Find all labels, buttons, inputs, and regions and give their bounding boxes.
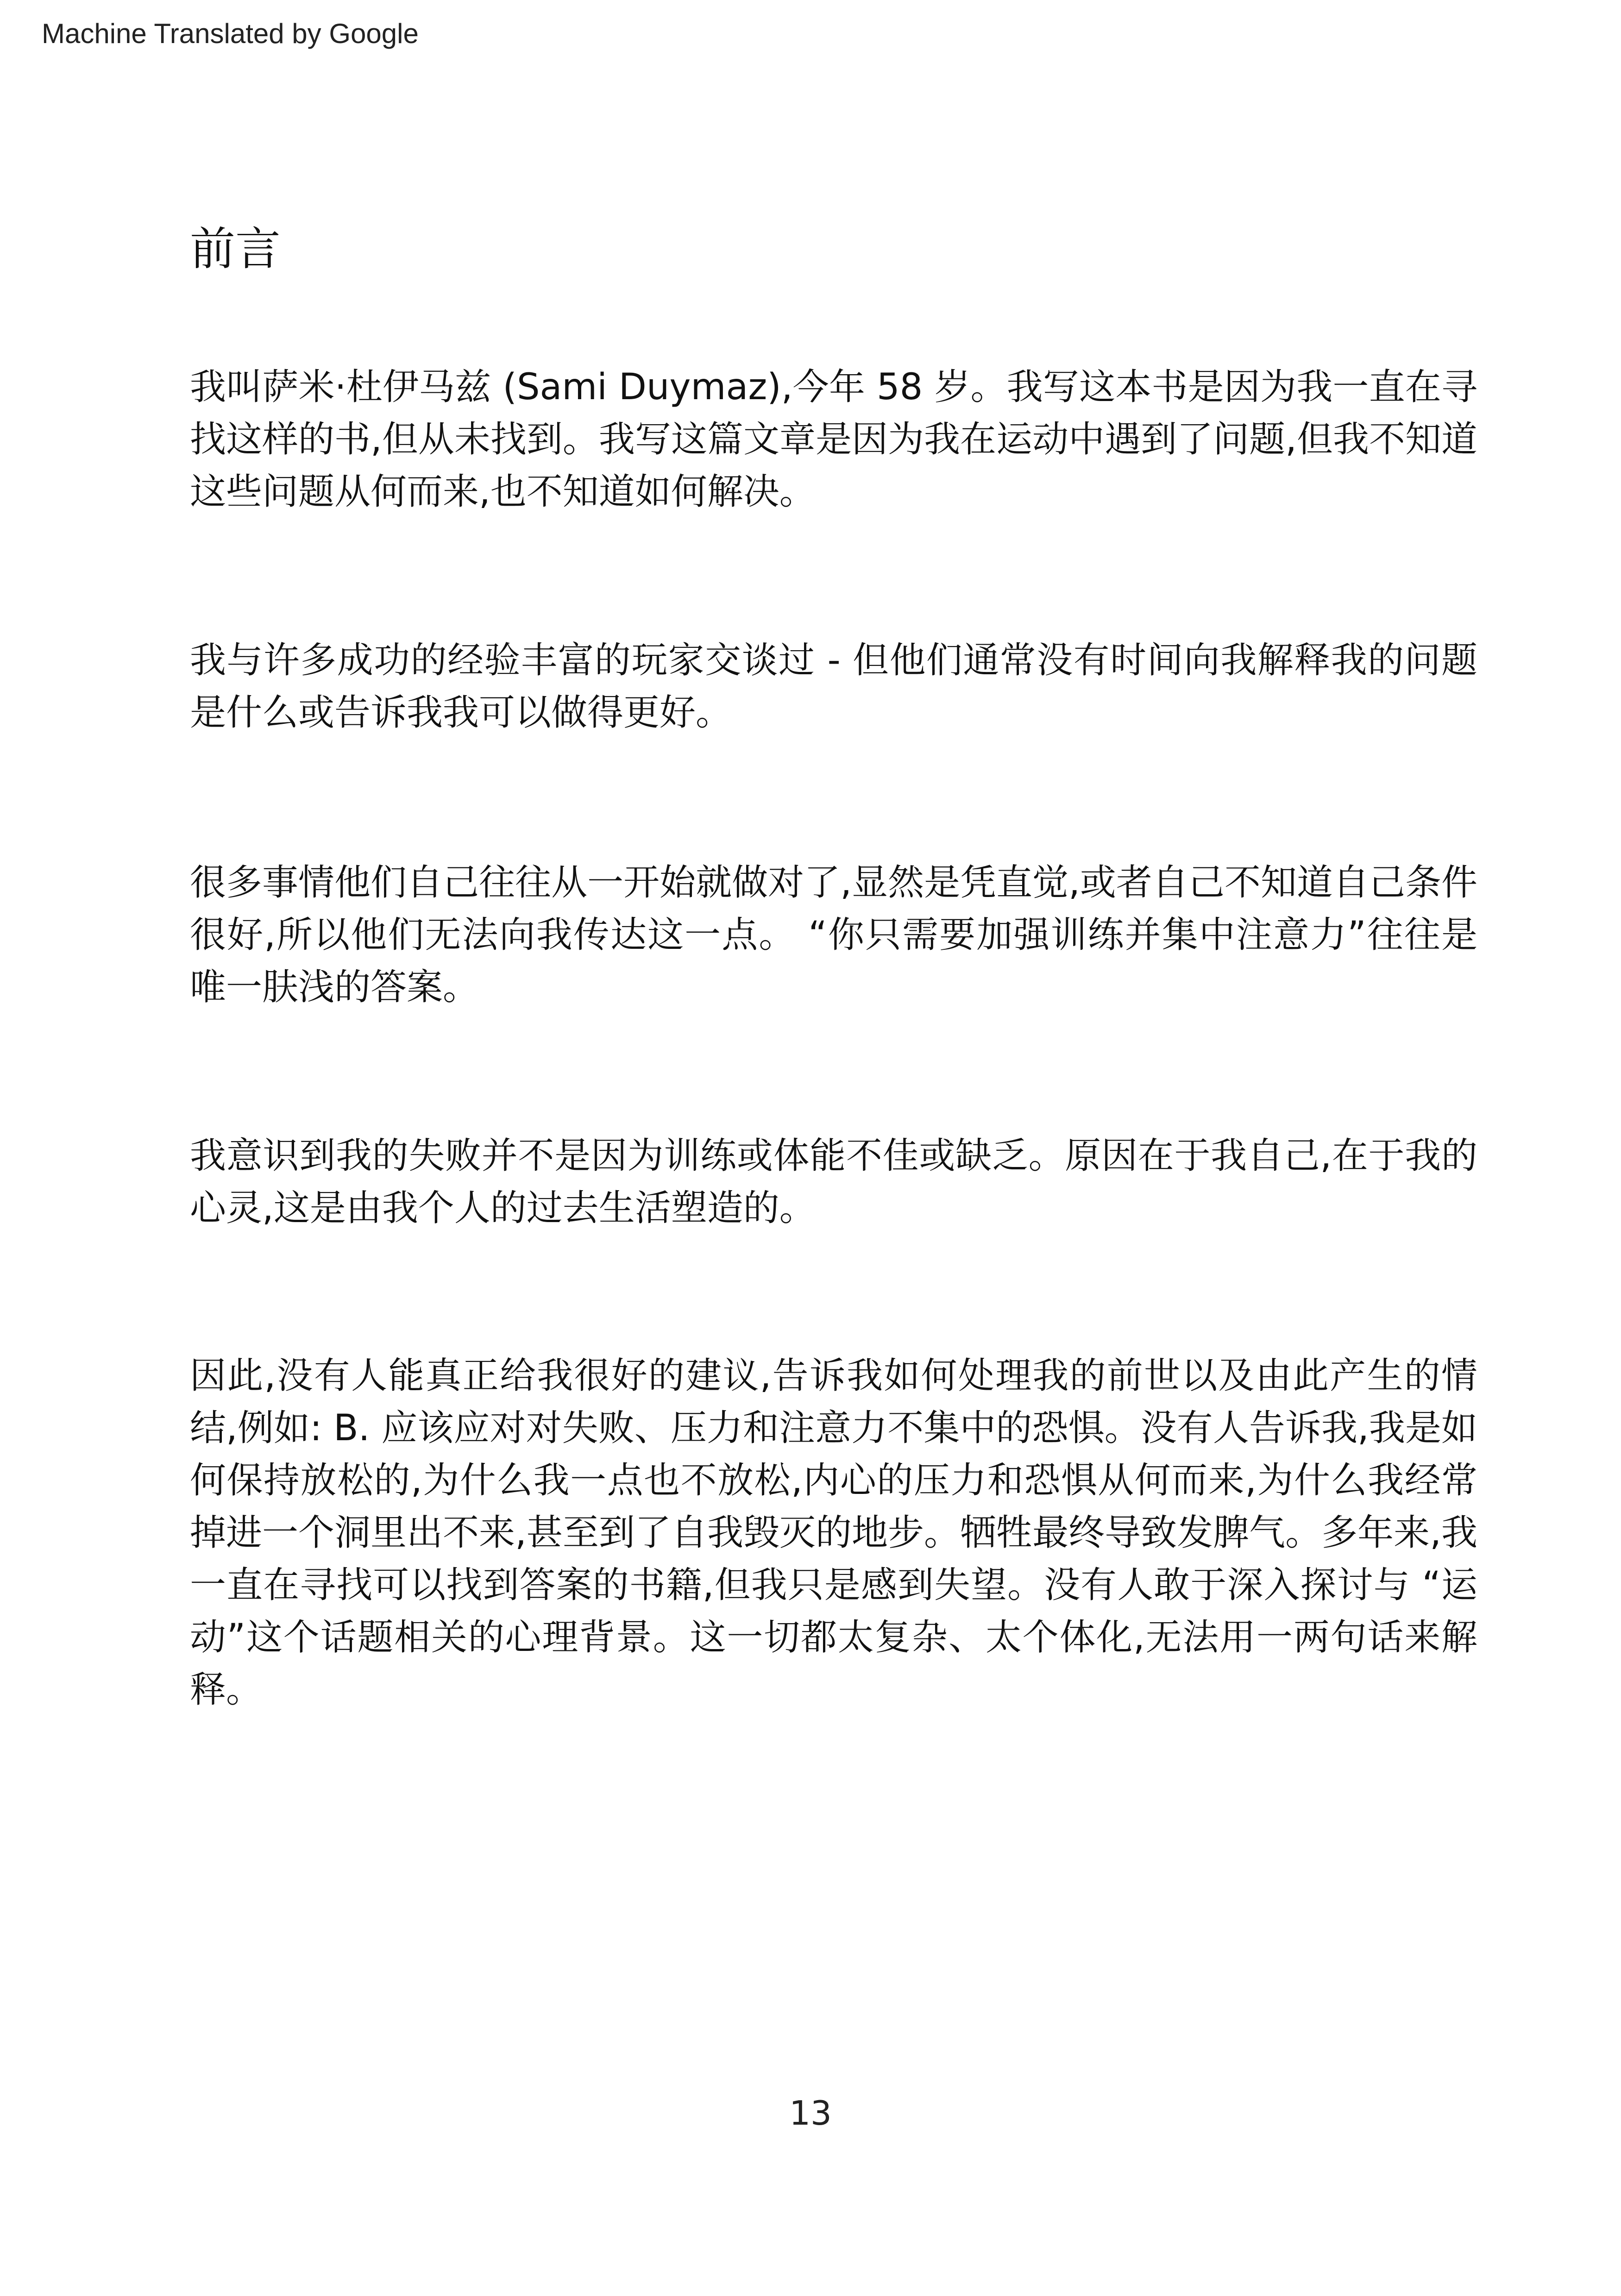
paragraph-2: 我与许多成功的经验丰富的玩家交谈过 - 但他们通常没有时间向我解释我的问题是什么或告诉我我可以做得更好。 bbox=[190, 640, 1477, 734]
paragraph-5: 因此,没有人能真正给我很好的建议,告诉我如何处理我的前世以及由此产生的情结,例如: B. 应该应对对失败、压力和注意力不集中的恐惧。没有人告诉我,我是如何保持放松的,为什么我一点也不放松,内心的压力和恐惧从何而来,为什么我经常掉进一个洞里出不来,甚至到了自我毁灭的地步。牺牲最终导致发脾气。多年来,我一直在寻找可以找到答案的书籍,但我只是感到失望。没有人敢于深入探讨与 “运动”这个话题相关的心理背景。这一切都太复杂、太个体化,无法用一两句话来解释。 bbox=[190, 1355, 1477, 1711]
paragraph-3: 很多事情他们自己往往从一开始就做对了,显然是凭直觉,或者自己不知道自己条件很好,所以他们无法向我传达这一点。 “你只需要加强训练并集中注意力”往往是唯一肤浅的答案。 bbox=[190, 862, 1477, 1008]
machine-translation-watermark: Machine Translated by Google bbox=[42, 18, 419, 49]
page-number: 13 bbox=[789, 2094, 832, 2133]
page-title: 前言 bbox=[190, 223, 281, 276]
paragraph-4: 我意识到我的失败并不是因为训练或体能不佳或缺乏。原因在于我自己,在于我的心灵,这是由我个人的过去生活塑造的。 bbox=[190, 1135, 1477, 1229]
paragraph-1: 我叫萨米·杜伊马兹 (Sami Duymaz),今年 58 岁。我写这本书是因为我一直在寻找这样的书,但从未找到。我写这篇文章是因为我在运动中遇到了问题,但我不知道这些问题从何而来,也不知道如何解决。 bbox=[190, 366, 1477, 513]
